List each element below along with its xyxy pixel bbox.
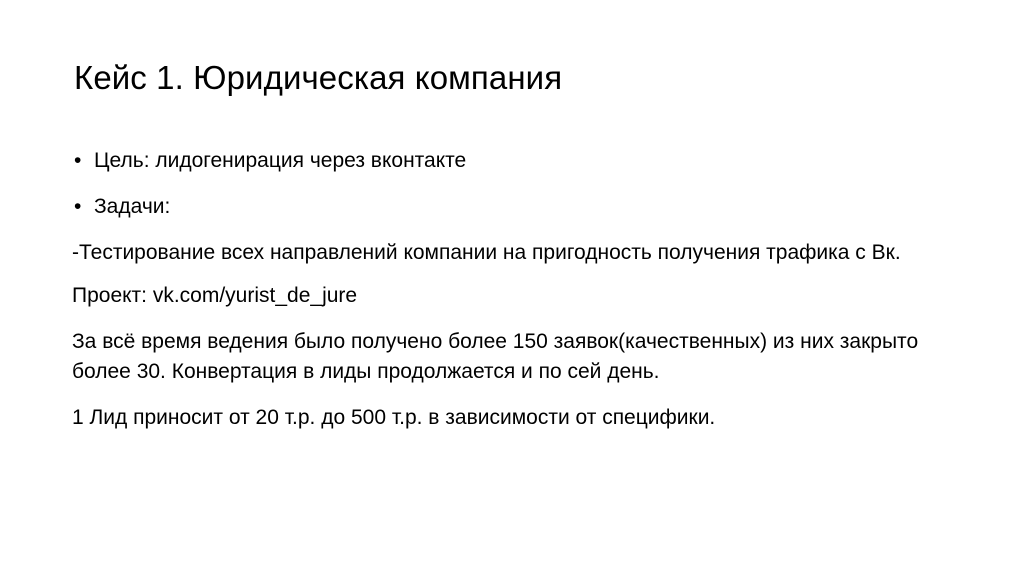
- list-item: [72, 146, 948, 176]
- list-item-text: Задачи:: [94, 194, 171, 218]
- list-item: [72, 192, 948, 222]
- paragraph-tasks-testing: -Тестирование всех направлений компании на пригодность получения трафика с Вк.: [72, 240, 901, 264]
- paragraph-lead-value: 1 Лид приносит от 20 т.р. до 500 т.р. в зависимости от специфики.: [72, 405, 716, 429]
- bullet-icon: •: [74, 194, 82, 218]
- paragraph-project-link: Проект: vk.com/yurist_de_jure: [72, 284, 358, 308]
- paragraph-results: За всё время ведения было получено более 150 заявок(качественных) из них закрыто более 30. Конвертация в лиды продолжается и по сей день.: [72, 330, 919, 384]
- slide-body: [72, 146, 948, 433]
- list-item-text: Цель: лидогенирация через вконтакте: [94, 149, 467, 172]
- page-title: Кейс 1. Юридическая компания: [74, 59, 563, 96]
- bullet-icon: •: [74, 149, 82, 172]
